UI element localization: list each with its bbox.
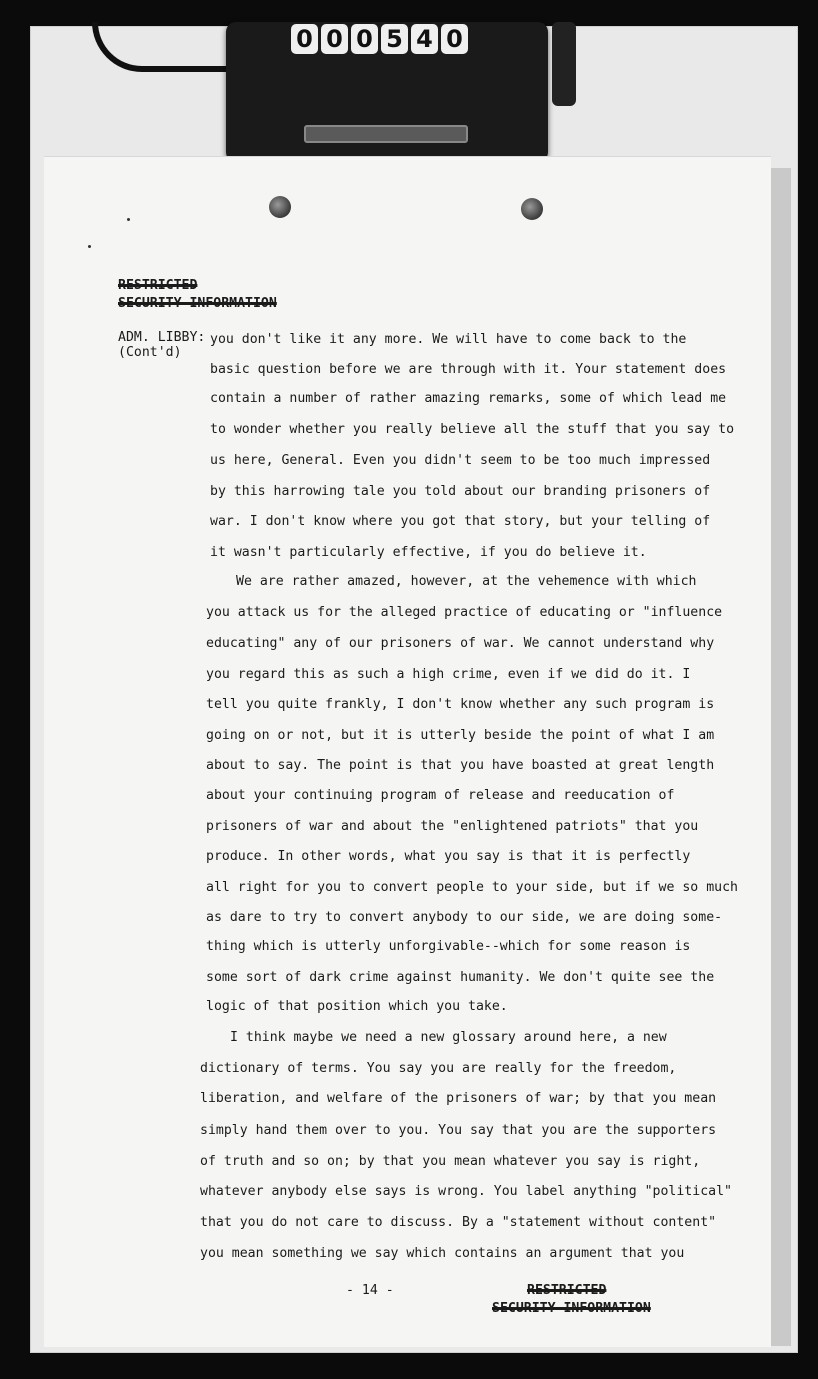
- counter-knob: [552, 22, 576, 106]
- counter-digit: 0: [321, 24, 348, 54]
- body-text-line: war. I don't know where you got that story, but your telling of: [210, 514, 711, 529]
- counter-digit: 0: [351, 24, 378, 54]
- body-text-line: all right for you to convert people to your side, but if we so much: [206, 880, 738, 895]
- body-text-line: by this harrowing tale you told about our branding prisoners of: [210, 484, 711, 499]
- body-text-line: educating" any of our prisoners of war. We cannot understand why: [206, 636, 715, 651]
- body-text-line: us here, General. Even you didn't seem to be too much impressed: [210, 453, 711, 468]
- page-edge-shadow: [771, 168, 791, 1346]
- body-text-line: you attack us for the alleged practice of educating or "influence: [206, 605, 723, 620]
- body-text-line: to wonder whether you really believe all the stuff that you say to: [210, 422, 735, 437]
- speaker-name: ADM. LIBBY:: [118, 330, 206, 345]
- counter-digit: 0: [291, 24, 318, 54]
- body-text-line: you mean something we say which contains an argument that you: [200, 1246, 685, 1261]
- speck: [127, 218, 130, 221]
- footer-classification-security: SECURITY INFORMATION: [492, 1301, 651, 1316]
- frame-counter-digits: [291, 24, 481, 56]
- speaker-note: (Cont'd): [118, 345, 182, 360]
- body-text-line: that you do not care to discuss. By a "statement without content": [200, 1215, 717, 1230]
- body-text-line: whatever anybody else says is wrong. You label anything "political": [200, 1184, 732, 1199]
- counter-digit: 0: [441, 24, 468, 54]
- header-classification-restricted: RESTRICTED: [118, 278, 198, 293]
- body-text-line: thing which is utterly unforgivable--which for some reason is: [206, 939, 691, 954]
- body-text-line: logic of that position which you take.: [206, 999, 508, 1014]
- body-text-line: prisoners of war and about the "enlightened patriots" that you: [206, 819, 699, 834]
- body-text-line: of truth and so on; by that you mean whatever you say is right,: [200, 1154, 701, 1169]
- body-text-line: about to say. The point is that you have boasted at great length: [206, 758, 715, 773]
- body-text-line: produce. In other words, what you say is that it is perfectly: [206, 849, 691, 864]
- body-text-line: contain a number of rather amazing remarks, some of which lead me: [210, 391, 727, 406]
- body-text-line: about your continuing program of release and reeducation of: [206, 788, 675, 803]
- punch-hole: [269, 196, 291, 218]
- body-text-line: you regard this as such a high crime, even if we did do it. I: [206, 667, 691, 682]
- body-text-line: some sort of dark crime against humanity. We don't quite see the: [206, 970, 715, 985]
- body-text-line: liberation, and welfare of the prisoners of war; by that you mean: [200, 1091, 717, 1106]
- body-text-line: as dare to try to convert anybody to our side, we are doing some-: [206, 910, 723, 925]
- body-text-line: it wasn't particularly effective, if you do believe it.: [210, 545, 647, 560]
- counter-slot: [304, 125, 468, 143]
- header-classification-security: SECURITY INFORMATION: [118, 296, 277, 311]
- body-text-line: We are rather amazed, however, at the vehemence with which: [236, 574, 697, 589]
- body-text-line: tell you quite frankly, I don't know whether any such program is: [206, 697, 715, 712]
- body-text-line: I think maybe we need a new glossary around here, a new: [230, 1030, 667, 1045]
- page-number: - 14 -: [346, 1283, 394, 1298]
- body-text-line: going on or not, but it is utterly beside the point of what I am: [206, 728, 715, 743]
- document-page: [44, 156, 771, 1347]
- counter-digit: 5: [381, 24, 408, 54]
- body-text-line: dictionary of terms. You say you are really for the freedom,: [200, 1061, 677, 1076]
- body-text-line: basic question before we are through with it. Your statement does: [210, 362, 727, 377]
- punch-hole: [521, 198, 543, 220]
- speck: [88, 245, 91, 248]
- body-text-line: simply hand them over to you. You say that you are the supporters: [200, 1123, 717, 1138]
- footer-classification-restricted: RESTRICTED: [527, 1283, 607, 1298]
- counter-digit: 4: [411, 24, 438, 54]
- body-text-line: you don't like it any more. We will have to come back to the: [210, 332, 687, 347]
